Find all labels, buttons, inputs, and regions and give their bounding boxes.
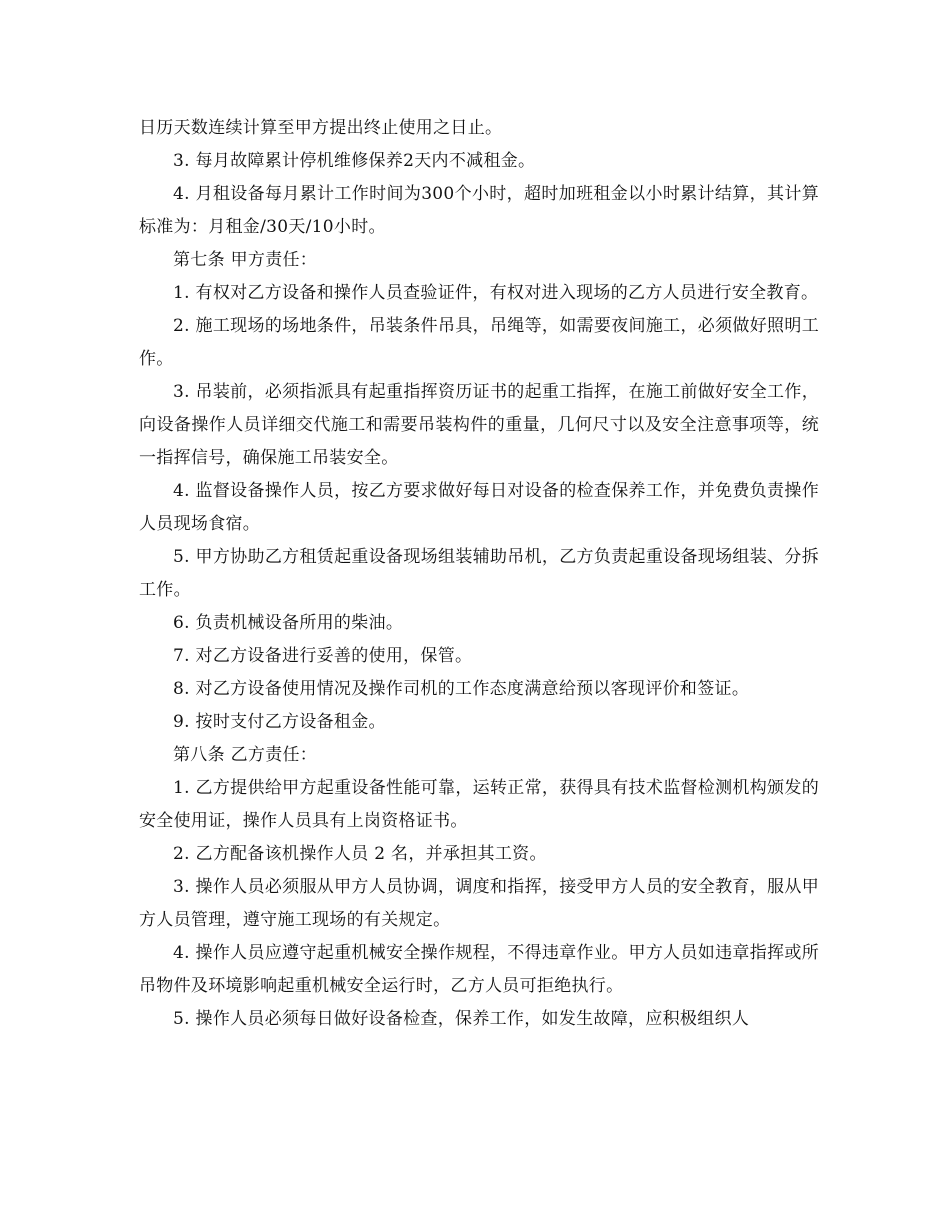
paragraph: 2. 施工现场的场地条件，吊装条件吊具，吊绳等，如需要夜间施工，必须做好照明工作。	[139, 316, 819, 369]
paragraph: 1. 乙方提供给甲方起重设备性能可靠，运转正常，获得具有技术监督检测机构颁发的安全使用证，操作人员具有上岗资格证书。	[139, 778, 819, 831]
paragraph: 1. 有权对乙方设备和操作人员查验证件，有权对进入现场的乙方人员进行安全教育。	[173, 283, 819, 303]
paragraph: 2. 乙方配备该机操作人员 2 名，并承担其工资。	[173, 844, 547, 864]
section-heading: 第八条 乙方责任：	[173, 745, 318, 765]
paragraph: 6. 负责机械设备所用的柴油。	[173, 613, 404, 633]
paragraph: 4. 监督设备操作人员，按乙方要求做好每日对设备的检查保养工作，并免费负责操作人员现场食宿。	[139, 481, 819, 534]
paragraph: 8. 对乙方设备使用情况及操作司机的工作态度满意给预以客现评价和签证。	[173, 679, 750, 699]
paragraph: 3. 吊装前，必须指派具有起重指挥资历证书的起重工指挥，在施工前做好安全工作，向设备操作人员详细交代施工和需要吊装构件的重量，几何尺寸以及安全注意事项等，统一指挥信号，确保施工吊装安全。	[139, 382, 819, 468]
paragraph: 3. 操作人员必须服从甲方人员协调，调度和指挥，接受甲方人员的安全教育，服从甲方人员管理，遵守施工现场的有关规定。	[139, 877, 819, 930]
paragraph: 9. 按时支付乙方设备租金。	[173, 712, 386, 732]
paragraph: 5. 甲方协助乙方租赁起重设备现场组装辅助吊机，乙方负责起重设备现场组装、分拆工作。	[139, 547, 819, 600]
paragraph: 日历天数连续计算至甲方提出终止使用之日止。	[139, 118, 503, 138]
paragraph: 4. 月租设备每月累计工作时间为300个小时，超时加班租金以小时累计结算，其计算标准为：月租金/30天/10小时。	[139, 184, 819, 237]
paragraph: 3. 每月故障累计停机维修保养2天内不减租金。	[173, 151, 536, 171]
paragraph: 4. 操作人员应遵守起重机械安全操作规程，不得违章作业。甲方人员如违章指挥或所吊物件及环境影响起重机械安全运行时，乙方人员可拒绝执行。	[139, 943, 819, 996]
paragraph: 7. 对乙方设备进行妥善的使用，保管。	[173, 646, 473, 666]
paragraph: 5. 操作人员必须每日做好设备检查，保养工作，如发生故障，应积极组织人	[173, 1009, 750, 1029]
section-heading: 第七条 甲方责任：	[173, 250, 318, 270]
document-body	[139, 112, 819, 1036]
